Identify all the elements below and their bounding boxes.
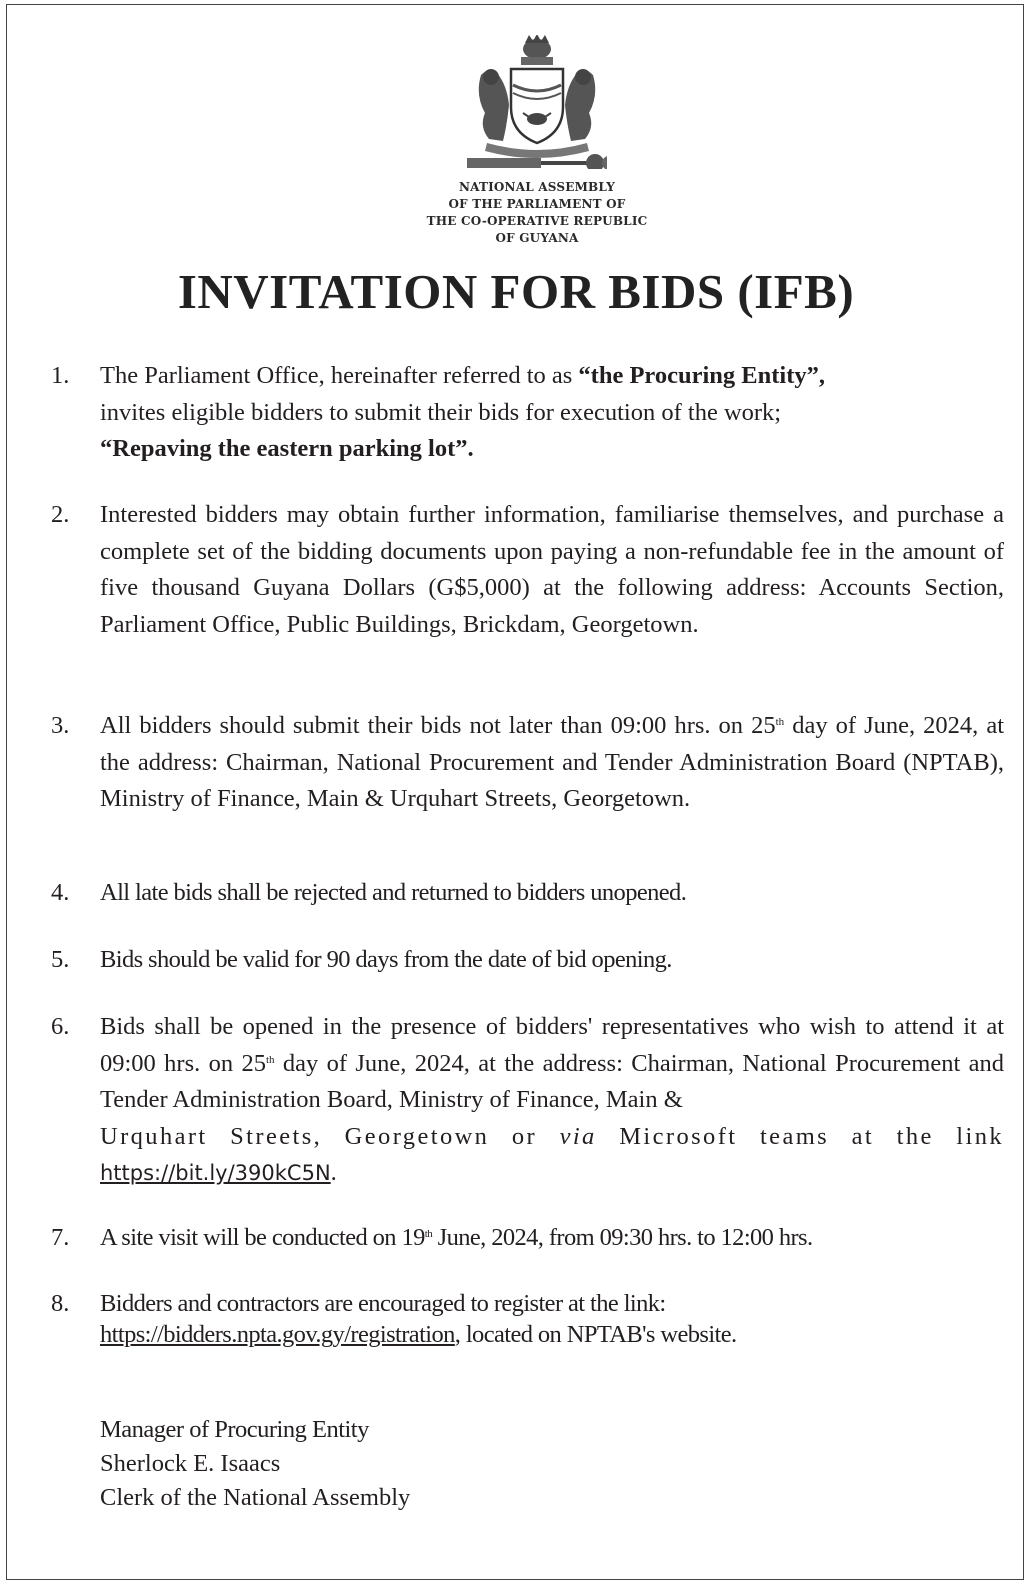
item-text-part: Microsoft teams at the link (596, 1122, 1004, 1150)
org-line: THE CO-OPERATIVE REPUBLIC (426, 214, 648, 228)
item-text: Bids should be valid for 90 days from the date of bid opening. (100, 946, 672, 973)
org-line: OF THE PARLIAMENT OF (448, 197, 626, 211)
item-number: 2. (51, 501, 70, 528)
item-text-part: A site visit will be conducted on 19 (100, 1224, 425, 1251)
org-line: NATIONAL ASSEMBLY (458, 180, 616, 194)
item-text-part: Urquhart Streets, Georgetown or (100, 1122, 560, 1150)
item-text-part: via (559, 1122, 597, 1150)
coat-of-arms-icon (467, 35, 607, 169)
notice-page (6, 4, 1024, 1580)
item-text-part: day of June, 2024, at the address: Chairman, National Procurement and Tender Administration Board (NPTAB), Ministry of Finance, Main & Urquhart Streets, Georgetown. (100, 712, 1005, 812)
item-text-part: invites eligible bidders to submit their bids for execution of the work; (100, 398, 782, 426)
item-text (100, 358, 1004, 468)
item-number: 3. (51, 712, 70, 739)
item-text-part: Bids shall be opened in the presence of bidders' representatives who wish to attend it at 09:00 hrs. on 25 (100, 1013, 1004, 1077)
item-text: Interested bidders may obtain further information, familiarise themselves, and purchase a complete set of the bidding documents upon paying a non-refundable fee in the amount of five thousand Guyana Dollars (G$5,000) at the following address: Accounts Section, Parliament Office, Public Buildings, Brickdam, Georgetown. (100, 501, 1004, 638)
item-text-line (100, 1119, 1004, 1156)
item-text-part: . (330, 1159, 337, 1186)
item-text (100, 708, 1004, 818)
item-text-part: day of June, 2024, at the address: Chairman, National Procurement and Tender Administration Board, Ministry of Finance, Main & (100, 1049, 1004, 1113)
item-number: 1. (51, 362, 70, 389)
ordinal-suffix: th (265, 1053, 275, 1066)
signature-block (100, 1413, 410, 1515)
item-text (100, 1009, 1004, 1192)
procuring-entity-label: “the Procuring Entity”, (578, 362, 826, 389)
item-text: All late bids shall be rejected and returned to bidders unopened. (100, 879, 687, 906)
item-number: 7. (51, 1224, 70, 1251)
item-number: 4. (51, 879, 70, 906)
item-text-line (100, 1155, 1004, 1192)
page-title: INVITATION FOR BIDS (IFB) (177, 264, 855, 319)
item-text-part: The Parliament Office, hereinafter referred to as (100, 362, 579, 389)
item-number: 5. (51, 946, 70, 973)
item-text-part: , located on NPTAB's website. (454, 1321, 737, 1348)
item-text-part: June, 2024, from 09:30 hrs. to 12:00 hrs. (432, 1224, 813, 1251)
item-number: 8. (51, 1290, 70, 1317)
item-text-part: All bidders should submit their bids not later than 09:00 hrs. on 25 (100, 712, 776, 739)
signatory-title: Clerk of the National Assembly (100, 1484, 411, 1511)
item-text (100, 1220, 1004, 1257)
item-text (100, 1288, 1004, 1350)
signatory-role: Manager of Procuring Entity (100, 1416, 369, 1443)
registration-link[interactable]: https://bidders.npta.gov.gy/registration (100, 1321, 455, 1348)
work-title: “Repaving the eastern parking lot”. (100, 435, 474, 462)
signatory-name: Sherlock E. Isaacs (100, 1450, 281, 1477)
teams-link[interactable]: https://bit.ly/390kC5N (100, 1161, 331, 1185)
ordinal-suffix: th (424, 1228, 433, 1240)
ordinal-suffix: th (775, 716, 785, 728)
item-number: 6. (51, 1013, 70, 1040)
organization-name (307, 179, 767, 247)
item-text-part: Bidders and contractors are encouraged to register at the link: (100, 1290, 666, 1317)
org-line: OF GUYANA (495, 231, 579, 245)
